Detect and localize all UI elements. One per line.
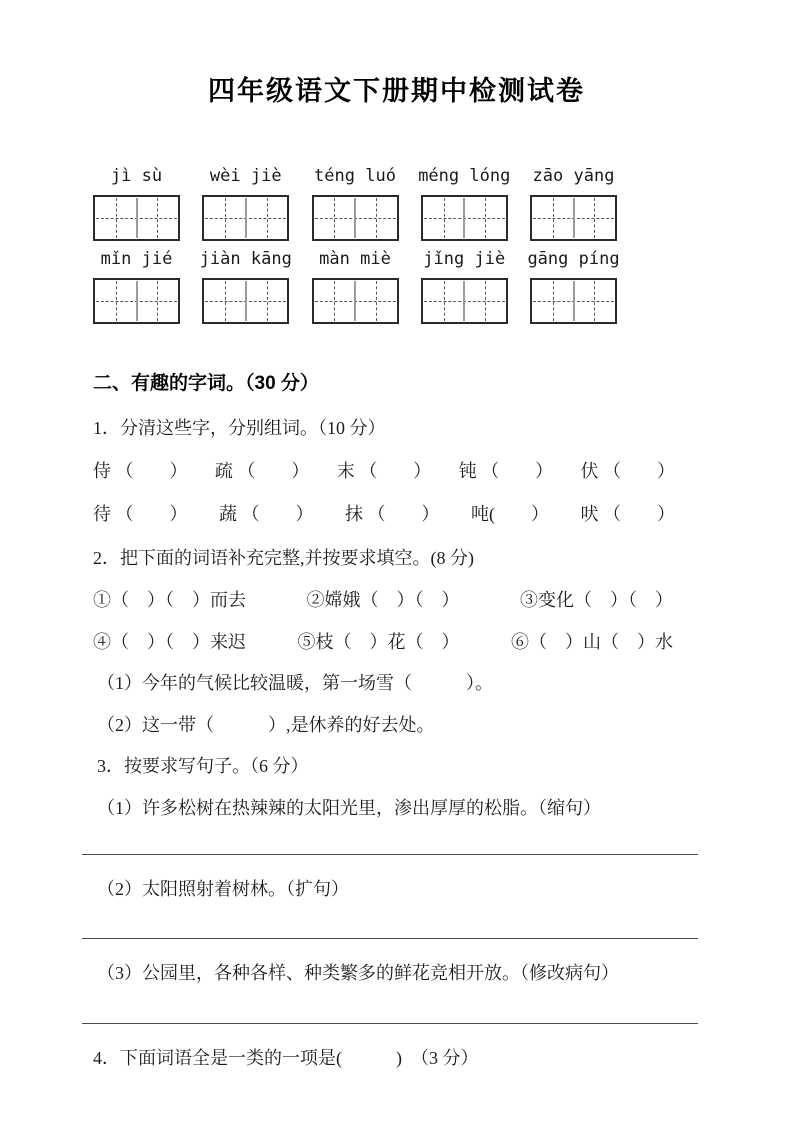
word-pair-blank: 吨( ） (471, 504, 549, 524)
tianzige-grid (202, 195, 289, 241)
pinyin-word-block (312, 164, 399, 241)
tianzige-grid (202, 278, 289, 324)
question-3-prompt: 3．按要求写句子。（6 分） (97, 756, 309, 776)
pinyin-word-block (93, 247, 180, 324)
tianzige-grid (421, 195, 508, 241)
pinyin-grid-row-1 (93, 164, 617, 241)
word-pair-blank: 抹 （ ） (345, 504, 440, 524)
tianzige-grid (530, 195, 617, 241)
pinyin-label: mǐn jié (100, 249, 173, 269)
question-3-sentence-3: （3）公园里，各种各样、种类繁多的鲜花竞相开放。（修改病句） (97, 963, 619, 983)
pinyin-word-block (202, 164, 289, 241)
word-pair-blank: 钝 （ ） (458, 461, 554, 481)
word-pair-blank: 吠 （ ） (580, 504, 675, 524)
page-title: 四年级语文下册期中检测试卷 (208, 76, 585, 106)
word-pair-blank: 伏 （ ） (580, 461, 675, 481)
grid-divider-line (245, 198, 247, 238)
question-4-prompt: 4．下面词语全是一类的一项是( ) （3 分） (93, 1048, 479, 1068)
tianzige-grid (93, 195, 180, 241)
pinyin-writing-section (0, 164, 793, 324)
tianzige-grid (421, 278, 508, 324)
grid-divider-line (463, 281, 465, 321)
pinyin-label: jì sù (110, 166, 163, 186)
pinyin-word-block (199, 247, 292, 324)
pinyin-label: jiàn kāng (199, 249, 292, 269)
word-pair-blank: 蔬 （ ） (219, 504, 314, 524)
pinyin-word-block (530, 164, 617, 241)
section-heading: 二、有趣的字词。（30 分） (93, 373, 319, 394)
word-pair-blank: 末 （ ） (336, 461, 432, 481)
pinyin-word-block (421, 247, 508, 324)
pinyin-word-block (312, 247, 399, 324)
idiom-blank: ⑤枝（ ）花（ ） (297, 632, 460, 652)
pinyin-label: jǐng jiè (423, 249, 506, 269)
idiom-completion-row-1 (93, 587, 673, 613)
question-2-prompt: 2．把下面的词语补充完整,并按要求填空。(8 分) (93, 548, 474, 568)
tianzige-grid (312, 195, 399, 241)
answer-line (82, 938, 698, 939)
grid-divider-line (354, 281, 356, 321)
pinyin-word-block (93, 164, 180, 241)
idiom-blank: ③变化（ ）（ ） (520, 590, 673, 610)
question-2-sub-2: （2）这一带（ ）,是休养的好去处。 (97, 715, 435, 735)
question-3-sentence-2: （2）太阳照射着树林。（扩句） (97, 879, 349, 899)
grid-divider-line (136, 198, 138, 238)
pinyin-word-block (418, 164, 511, 241)
word-pair-row-1 (93, 458, 675, 484)
question-3-sentence-1: （1）许多松树在热辣辣的太阳光里，渗出厚厚的松脂。（缩句） (97, 798, 601, 818)
pinyin-label: méng lóng (418, 166, 511, 186)
word-pair-blank: 疏 （ ） (214, 461, 310, 481)
grid-divider-line (245, 281, 247, 321)
pinyin-grid-row-2 (93, 247, 620, 324)
answer-line (82, 1023, 698, 1024)
grid-divider-line (354, 198, 356, 238)
grid-divider-line (573, 281, 575, 321)
word-pair-blank: 侍 （ ） (93, 461, 188, 481)
word-pair-blank: 待 （ ） (93, 504, 188, 524)
idiom-blank: ④（ ）（ ）来迟 (93, 632, 246, 652)
grid-divider-line (463, 198, 465, 238)
answer-line (82, 854, 698, 855)
idiom-completion-row-2 (93, 629, 673, 655)
pinyin-label: wèi jiè (209, 166, 282, 186)
tianzige-grid (312, 278, 399, 324)
word-pair-row-2 (93, 501, 675, 527)
grid-divider-line (136, 281, 138, 321)
pinyin-label: zāo yāng (532, 166, 615, 186)
section-two (0, 370, 793, 1071)
idiom-blank: ⑥（ ）山（ ）水 (511, 632, 673, 652)
question-1-prompt: 1．分清这些字，分别组词。（10 分） (93, 418, 386, 438)
idiom-blank: ②嫦娥（ ）（ ） (306, 590, 460, 610)
question-2-sub-1: （1）今年的气候比较温暖，第一场雪（ ）。 (97, 673, 493, 693)
pinyin-label: téng luó (314, 166, 396, 186)
pinyin-label: màn miè (319, 249, 391, 269)
grid-divider-line (573, 198, 575, 238)
idiom-blank: ①（ ）（ ）而去 (93, 590, 246, 610)
pinyin-label: gāng píng (527, 249, 620, 269)
tianzige-grid (530, 278, 617, 324)
tianzige-grid (93, 278, 180, 324)
pinyin-word-block (527, 247, 620, 324)
